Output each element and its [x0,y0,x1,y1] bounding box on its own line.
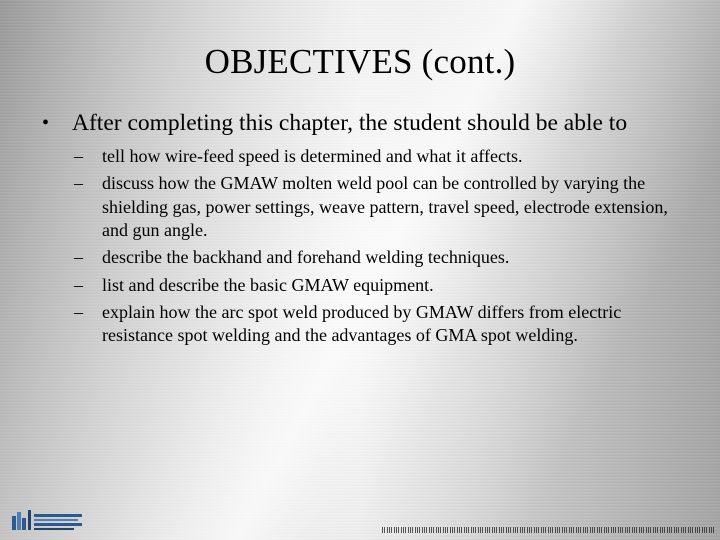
list-item [74,145,694,168]
dash-marker: – [74,146,83,166]
list-item-text: discuss how the GMAW molten weld pool can be controlled by varying the shielding gas, power settings, weave pattern, travel speed, electrode extension, and gun angle. [102,173,668,240]
list-item-text: explain how the arc spot weld produced by GMAW differs from electric resistance spot welding and the advantages of GMA spot welding. [102,301,622,346]
bullet-marker: • [42,112,50,134]
copyright-strip-icon [382,527,714,533]
dash-marker: – [74,301,83,322]
list-item [74,301,694,347]
list-item-text: tell how wire-feed speed is determined and what it affects. [102,146,523,166]
list-item-text: list and describe the basic GMAW equipment. [102,274,434,295]
dash-marker: – [74,173,83,194]
dash-marker: – [74,274,83,295]
publisher-logo-icon [10,508,84,534]
slide-title: OBJECTIVES (cont.) [204,42,516,81]
list-item-text: describe the backhand and forehand welding techniques. [102,247,510,268]
list-item [74,246,694,269]
dash-marker: – [74,247,83,268]
list-item [74,274,694,297]
list-item [74,172,694,242]
bullet-text: After completing this chapter, the student should be able to [72,110,628,136]
objective-list [74,145,694,352]
